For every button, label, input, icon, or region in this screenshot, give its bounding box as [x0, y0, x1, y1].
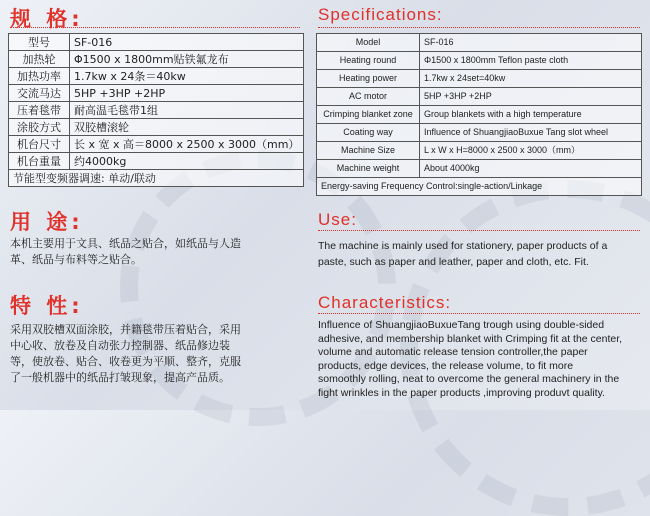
spec-value: Φ1500 x 1800mm贴铁氟龙布	[70, 51, 304, 68]
spec-label: 机台尺寸	[9, 136, 70, 153]
table-row	[317, 142, 642, 160]
spec-value: Influence of ShuangjiaoBuxue Tang slot wheel	[420, 124, 642, 142]
spec-en-table	[316, 33, 642, 196]
text-line: 等，使放卷、贴合、收卷更为平顺、整齐，克服	[10, 355, 241, 368]
text-line: 采用双胶槽双面涂胶，并籍毯带压着贴合，采用	[10, 323, 241, 336]
spec-value: 5HP +3HP +2HP	[70, 85, 304, 102]
text-line: 了一般机器中的纸品打皱现象，提高产品质。	[10, 371, 230, 384]
spec-en-underline	[318, 27, 640, 28]
text-line: The machine is mainly used for stationery, paper products of a	[318, 240, 608, 252]
text-line: 本机主要用于文具、纸品之贴合，如纸品与人造	[10, 237, 241, 250]
spec-value: 5HP +3HP +2HP	[420, 88, 642, 106]
table-row	[317, 34, 642, 52]
spec-label: 加热轮	[9, 51, 70, 68]
spec-label: 加热功率	[9, 68, 70, 85]
spec-label: Heating round	[317, 52, 420, 70]
table-row	[9, 51, 304, 68]
spec-value: SF-016	[70, 34, 304, 51]
spec-value: SF-016	[420, 34, 642, 52]
table-row	[9, 68, 304, 85]
spec-footer: 节能型变频器调速: 单动/联动	[9, 170, 304, 187]
spec-label: 交流马达	[9, 85, 70, 102]
table-row	[9, 34, 304, 51]
text-line: volume and automatic release tension controller,the paper	[318, 346, 588, 358]
table-row	[317, 178, 642, 196]
table-row	[9, 170, 304, 187]
spec-value: 耐高温毛毯带1组	[70, 102, 304, 119]
spec-label: Machine Size	[317, 142, 420, 160]
text-line: somoothly rolling, neat to overcome the general machinery in the	[318, 373, 620, 385]
spec-value: 长 x 宽 x 高＝8000 x 2500 x 3000（mm）	[70, 136, 304, 153]
text-line: 革、纸品与布料等之贴合。	[10, 253, 142, 266]
use-cn-heading: 用 途:	[10, 210, 84, 234]
spec-label: 压着毯带	[9, 102, 70, 119]
use-en-heading: Use:	[318, 210, 357, 229]
spec-label: 涂胶方式	[9, 119, 70, 136]
text-line: 中心收、放卷及自动张力控制器、纸品修边装	[10, 339, 230, 352]
table-row	[317, 70, 642, 88]
spec-value: 1.7kw x 24条＝40kw	[70, 68, 304, 85]
char-en-text	[318, 319, 648, 400]
spec-label: Machine weight	[317, 160, 420, 178]
spec-value: L x W x H=8000 x 2500 x 3000（mm）	[420, 142, 642, 160]
table-row	[9, 85, 304, 102]
spec-label: Coating way	[317, 124, 420, 142]
char-en-underline	[318, 313, 640, 314]
use-en-text	[318, 238, 648, 270]
text-line: fight wrinkles in the paper products ,improving produvt quality.	[318, 386, 605, 399]
text-line: products, edge devices, the release volume, to fit more	[318, 359, 574, 372]
spec-label: Model	[317, 34, 420, 52]
spec-label: 机台重量	[9, 153, 70, 170]
text-line: adhesive, and membership blanket with Crimping fit at the center,	[318, 332, 623, 345]
text-line: paste, such as paper and leather, paper and cloth, etc. Fit.	[318, 256, 589, 268]
spec-label: Heating power	[317, 70, 420, 88]
char-en-heading: Characteristics:	[318, 293, 452, 312]
spec-label: 型号	[9, 34, 70, 51]
spec-value: Φ1500 x 1800mm Teflon paste cloth	[420, 52, 642, 70]
spec-value: About 4000kg	[420, 160, 642, 178]
table-row	[317, 124, 642, 142]
char-cn-heading: 特 性:	[10, 294, 84, 318]
spec-cn-heading: 规 格:	[10, 7, 84, 31]
spec-cn-table	[8, 33, 304, 187]
use-en-underline	[318, 230, 640, 231]
table-row	[317, 160, 642, 178]
spec-value: 约4000kg	[70, 153, 304, 170]
spec-value: 1.7kw x 24set=40kw	[420, 70, 642, 88]
table-row	[317, 52, 642, 70]
table-row	[9, 119, 304, 136]
char-cn-text	[10, 322, 310, 386]
table-row	[317, 88, 642, 106]
spec-cn-underline	[10, 27, 300, 28]
table-row	[9, 136, 304, 153]
table-row	[9, 153, 304, 170]
table-row	[9, 102, 304, 119]
spec-en-heading: Specifications:	[318, 5, 443, 24]
use-cn-text	[10, 236, 310, 268]
spec-value: 双胶槽滚轮	[70, 119, 304, 136]
spec-label: AC motor	[317, 88, 420, 106]
table-row	[317, 106, 642, 124]
spec-label: Crimping blanket zone	[317, 106, 420, 124]
spec-footer: Energy-saving Frequency Control:single-action/Linkage	[317, 178, 642, 196]
text-line: Influence of ShuangjiaoBuxueTang trough using double-sided	[318, 319, 605, 331]
spec-value: Group blankets with a high temperature	[420, 106, 642, 124]
